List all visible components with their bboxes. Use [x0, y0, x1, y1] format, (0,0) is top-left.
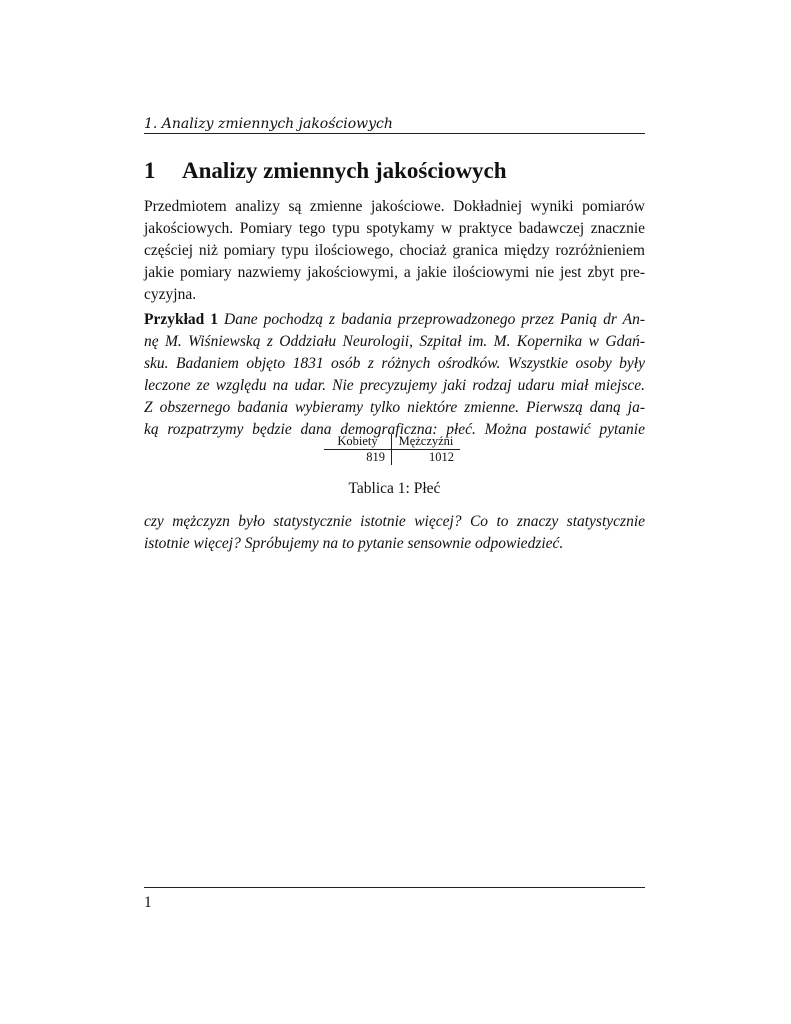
example-block: [144, 309, 645, 441]
intro-line: częściej niż pomiary typu ilościowego, chociaż granica między rozróżnieniem: [144, 242, 645, 259]
example-line: sku. Badaniem objęto 1831 osób z różnych ośrodków. Wszystkie osoby były: [144, 355, 645, 372]
page-number: 1: [144, 894, 152, 911]
table-header-cell: Kobiety: [324, 434, 392, 450]
example-line: ką rozpatrzymy będzie dana demograficzna: płeć. Można postawić pytanie: [144, 421, 645, 438]
example-label: Przykład 1: [144, 311, 219, 328]
continuation-line: istotnie więcej? Spróbujemy na to pytanie sensownie odpowiedzieć.: [144, 535, 564, 552]
table-caption: Tablica 1: Płeć: [348, 480, 441, 497]
table-cell: 819: [324, 450, 392, 466]
running-header: 1. Analizy zmiennych jakościowych: [144, 116, 393, 132]
example-line-text: Dane pochodzą z badania przeprowadzonego przez Panią dr An-: [224, 311, 645, 328]
continuation-line: czy mężczyzn było statystycznie istotnie więcej? Co to znaczy statystycznie: [144, 513, 645, 530]
intro-line: Przedmiotem analizy są zmienne jakościowe. Dokładniej wyniki pomiarów: [144, 198, 645, 215]
table-cell: 1012: [429, 450, 454, 464]
section-title: [144, 157, 645, 185]
intro-paragraph: [144, 196, 645, 306]
data-table-wrapper: [324, 434, 460, 465]
gender-table: [324, 434, 460, 465]
table-header-cell: Mężczyźni: [392, 434, 461, 450]
example-line: [144, 309, 645, 331]
intro-line: jakie pomiary nazwiemy jakościowymi, a jakie ilościowymi nie jest zbyt pre-: [144, 264, 645, 281]
header-rule: [144, 133, 645, 134]
example-line: nę M. Wiśniewską z Oddziału Neurologii, Szpitał im. M. Kopernika w Gdań-: [144, 333, 645, 350]
table-row: [324, 450, 460, 466]
section-title-text: Analizy zmiennych jakościowych: [182, 158, 507, 183]
table-header-row: [324, 434, 460, 450]
example-line: leczone ze względu na udar. Nie precyzujemy jaki rodzaj udaru miał miejsce.: [144, 377, 645, 394]
footer-rule: [144, 887, 645, 888]
continuation-paragraph: [144, 511, 645, 555]
intro-line: cyzyjna.: [144, 286, 197, 303]
section-number: 1: [144, 158, 156, 183]
intro-line: jakościowych. Pomiary tego typu spotykamy w praktyce badawczej znacznie: [144, 220, 645, 237]
document-page: [144, 0, 645, 1024]
example-line: Z obszernego badania wybieramy tylko niektóre zmienne. Pierwszą daną ja-: [144, 399, 645, 416]
